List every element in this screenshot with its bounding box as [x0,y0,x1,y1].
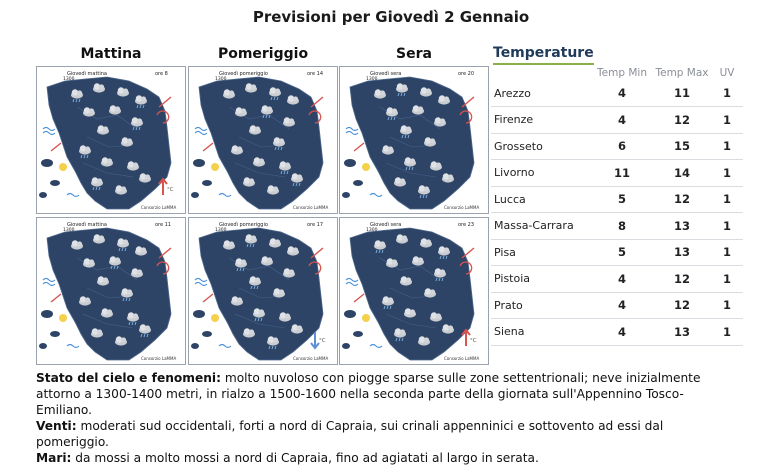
sun-icon [59,314,67,322]
temp-min-value: 4 [591,80,653,107]
city-name: Pisa [491,239,591,266]
forecast-map-ore-11 [36,217,186,365]
temperature-table [491,66,743,346]
wind-paragraph [36,418,736,450]
temperature-row [491,239,743,266]
snow-level-label: 1300 [63,228,75,233]
snow-level-label: 1300 [215,77,227,82]
temp-max-value: 12 [653,186,711,213]
island-shape [191,192,199,198]
city-name: Firenze [491,107,591,134]
temp-min-value: 6 [591,133,653,160]
map-credit: Consorzio LaMMA [444,205,480,210]
map-time: ore 8 [155,71,168,77]
map-time: ore 14 [307,71,324,77]
wave-icon [195,128,207,135]
tuscany-region-shape [47,228,171,360]
sun-icon [211,314,219,322]
temperature-header-row [491,66,743,80]
temperature-row [491,292,743,319]
period-label-sera: Sera [396,46,432,62]
temp-min-value: 8 [591,213,653,240]
map-time: ore 23 [458,222,475,228]
wind-arrow-icon [203,294,213,302]
wave-icon [346,279,358,286]
map-credit: Consorzio LaMMA [444,356,480,361]
uv-value: 1 [711,213,743,240]
wave-icon [219,194,231,197]
map-caption: Giovedì pomeriggio [219,71,268,77]
uv-value: 1 [711,160,743,187]
forecast-map-ore-20 [339,66,489,214]
island-shape [353,331,363,337]
temp-max-value: 13 [653,213,711,240]
period-label-pomeriggio: Pomeriggio [217,46,309,62]
uv-value: 1 [711,292,743,319]
island-shape [342,192,350,198]
tuscany-region-shape [350,228,474,360]
uv-value: 1 [711,107,743,134]
wave-icon [67,345,79,348]
wind-label: Venti: [36,419,77,433]
temp-max-value: 11 [653,80,711,107]
wave-icon [67,194,79,197]
wind-arrow-icon [203,143,213,151]
temperature-row [491,213,743,240]
map-credit: Consorzio LaMMA [141,205,177,210]
wave-icon [346,128,358,135]
tuscany-region-shape [350,77,474,209]
header-city [491,66,591,80]
wave-icon [43,128,55,135]
map-caption: Giovedì mattina [67,71,107,77]
wave-icon [219,345,231,348]
island-shape [39,192,47,198]
sun-icon [59,163,67,171]
temp-unit-label: °C [319,338,326,344]
island-shape [193,310,205,318]
city-name: Arezzo [491,80,591,107]
wind-arrow-icon [354,294,364,302]
wind-text: moderati sud occidentali, forti a nord di Capraia, sui crinali appenninici e sottovento ad essi dal pomeriggio. [36,419,664,449]
city-name: Massa-Carrara [491,213,591,240]
temp-min-value: 4 [591,319,653,346]
map-caption: Giovedì sera [370,71,402,77]
temperature-row [491,186,743,213]
temp-min-value: 5 [591,186,653,213]
map-caption: Giovedì sera [370,222,402,228]
snow-level-label: 1300 [366,228,378,233]
temp-min-value: 11 [591,160,653,187]
city-name: Lucca [491,186,591,213]
forecast-map-ore-14 [188,66,338,214]
temp-max-value: 15 [653,133,711,160]
temperature-row [491,160,743,187]
map-time: ore 11 [155,222,172,228]
temperature-row [491,133,743,160]
island-shape [202,180,212,186]
temperature-row [491,266,743,293]
temp-max-value: 12 [653,107,711,134]
uv-value: 1 [711,266,743,293]
island-shape [353,180,363,186]
sky-label: Stato del cielo e fenomeni: [36,371,221,385]
map-credit: Consorzio LaMMA [141,356,177,361]
island-shape [344,310,356,318]
temperature-title: Temperature [493,45,594,65]
forecast-map-ore-23 [339,217,489,365]
temp-max-value: 13 [653,319,711,346]
island-shape [191,343,199,349]
temperature-up-icon [462,330,470,346]
map-credit: Consorzio LaMMA [293,205,329,210]
wind-arrow-icon [354,143,364,151]
header-temp-min: Temp Min [597,67,647,79]
wave-icon [43,279,55,286]
snow-level-label: 1300 [366,77,378,82]
island-shape [193,159,205,167]
temp-min-value: 4 [591,107,653,134]
uv-value: 1 [711,133,743,160]
island-shape [344,159,356,167]
temp-min-value: 5 [591,239,653,266]
sun-icon [211,163,219,171]
city-name: Siena [491,319,591,346]
wind-arrow-icon [51,143,61,151]
city-name: Livorno [491,160,591,187]
island-shape [50,331,60,337]
wave-icon [370,194,382,197]
uv-value: 1 [711,319,743,346]
sea-label: Mari: [36,451,72,465]
island-shape [50,180,60,186]
wave-icon [370,345,382,348]
island-shape [41,310,53,318]
temp-min-value: 4 [591,292,653,319]
temp-min-value: 4 [591,266,653,293]
uv-value: 1 [711,239,743,266]
temp-max-value: 12 [653,292,711,319]
tuscany-region-shape [199,77,323,209]
temp-unit-label: °C [470,338,477,344]
map-time: ore 20 [458,71,475,77]
temp-max-value: 13 [653,239,711,266]
map-caption: Giovedì pomeriggio [219,222,268,228]
city-name: Pistoia [491,266,591,293]
city-name: Prato [491,292,591,319]
island-shape [202,331,212,337]
wind-arrow-icon [51,294,61,302]
snow-level-label: 1300 [63,77,75,82]
sun-icon [362,314,370,322]
sea-text: da mossi a molto mossi a nord di Capraia, fino ad agiatati al largo in serata. [71,451,539,465]
snow-level-label: 1300 [215,228,227,233]
temp-unit-label: °C [167,187,174,193]
period-label-mattina: Mattina [80,46,142,62]
forecast-map-ore-17 [188,217,338,365]
wave-icon [195,279,207,286]
tuscany-region-shape [199,228,323,360]
temp-max-value: 14 [653,160,711,187]
temperature-row [491,80,743,107]
temperature-row [491,107,743,134]
header-uv: UV [719,67,735,79]
sea-paragraph [36,450,736,466]
map-time: ore 17 [307,222,324,228]
sky-text: molto nuvoloso con piogge sparse sulle zone settentrionali; neve inizialmente attorno a 1300-1400 metri, in rialzo a 1500-1600 nella seconda parte della giornata sull'Appennino Tosco-Emiliano. [36,371,701,417]
sky-paragraph [36,370,736,418]
header-temp-max: Temp Max [655,67,709,79]
tuscany-region-shape [47,77,171,209]
map-credit: Consorzio LaMMA [293,356,329,361]
temperature-up-icon [159,179,167,195]
island-shape [41,159,53,167]
forecast-description [36,370,736,466]
island-shape [342,343,350,349]
island-shape [39,343,47,349]
map-caption: Giovedì mattina [67,222,107,228]
uv-value: 1 [711,186,743,213]
sun-icon [362,163,370,171]
uv-value: 1 [711,80,743,107]
temp-max-value: 12 [653,266,711,293]
page-title: Previsioni per Giovedì 2 Gennaio [252,8,530,26]
temperature-row [491,319,743,346]
forecast-map-ore-8 [36,66,186,214]
city-name: Grosseto [491,133,591,160]
